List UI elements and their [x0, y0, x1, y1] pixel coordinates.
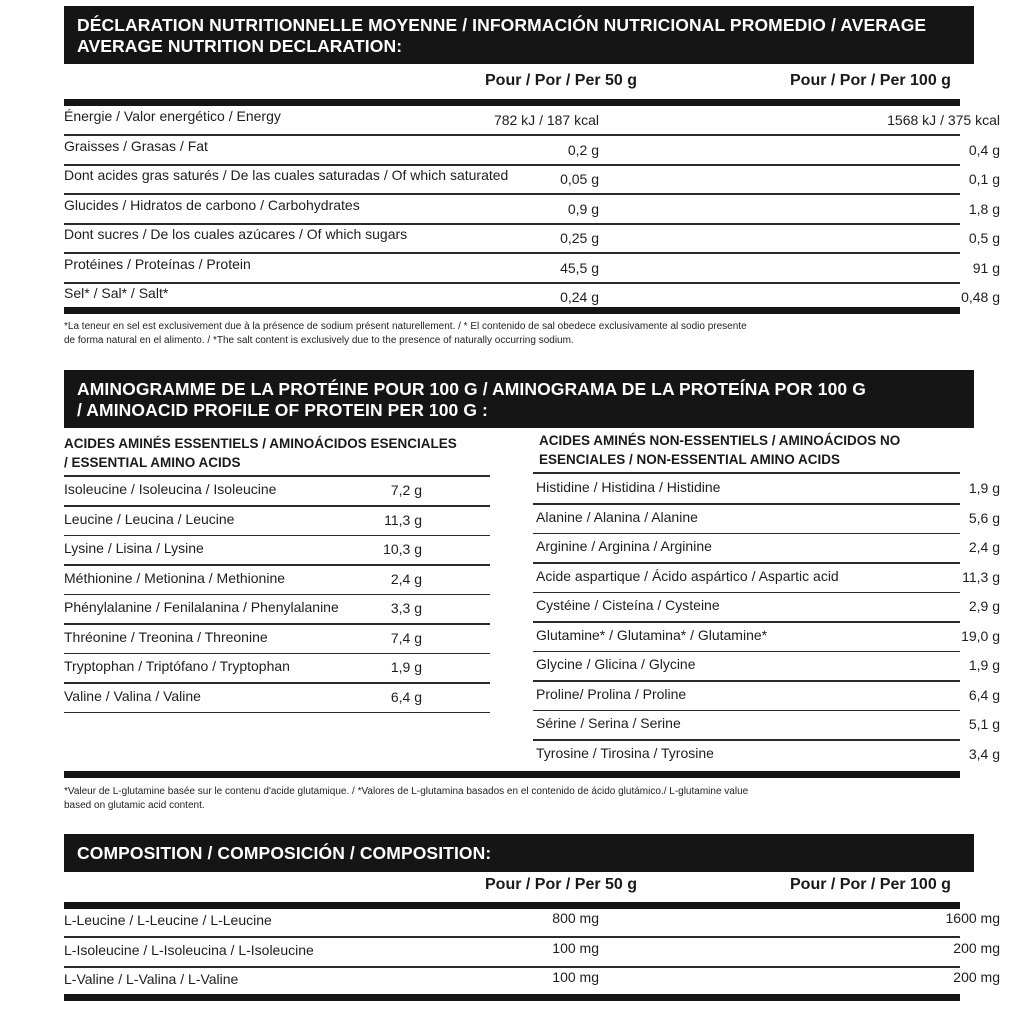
nutrition-row-divider	[64, 252, 960, 254]
composition-row-label: L-Isoleucine / L-Isoleucina / L-Isoleucine	[64, 942, 314, 958]
essential-amino-value: 10,3 g	[383, 541, 422, 557]
aminogram-bottom-rule	[64, 771, 960, 778]
composition-row-divider	[64, 936, 960, 938]
essential-row-divider	[64, 505, 490, 507]
nonessential-amino-label: Alanine / Alanina / Alanine	[536, 508, 698, 525]
nonessential-amino-value: 2,9 g	[968, 598, 1000, 614]
composition-bottom-rule	[64, 994, 960, 1001]
nutrition-row-value-50g: 0,9 g	[567, 201, 599, 217]
nutrition-row-divider	[64, 223, 960, 225]
nonessential-row-divider	[533, 503, 960, 505]
nonessential-amino-label: Glutamine* / Glutamina* / Glutamine*	[536, 626, 768, 643]
nonessential-amino-label: Glycine / Glicina / Glycine	[536, 656, 696, 672]
nutrition-footnote-1: *La teneur en sel est exclusivement due à la présence de sodium présent naturellement. / * El contenido de sal obedece exclusivamente al sodio presente	[64, 321, 747, 332]
essential-amino-label: Phénylalanine / Fenilalanina / Phenylalanine	[64, 599, 339, 615]
nutrition-title-line2: AVERAGE NUTRITION DECLARATION:	[77, 36, 403, 56]
nutrition-row-value-100g: 0,5 g	[968, 230, 1000, 246]
essential-amino-value: 7,4 g	[390, 629, 422, 646]
nutrition-row-label: Dont acides gras saturés / De las cuales saturadas / Of which saturated	[64, 167, 509, 183]
nutrition-footnote-2: de forma natural en el alimento. / *The salt content is exclusively due to the presence of naturally occurring sodium.	[64, 335, 574, 346]
nutrition-row-value-50g: 45,5 g	[560, 260, 599, 276]
nutrition-row-value-50g: 0,24 g	[560, 289, 599, 305]
essential-header-line2: / ESSENTIAL AMINO ACIDS	[64, 455, 241, 470]
nonessential-row-divider	[533, 680, 960, 682]
nonessential-row-divider	[533, 651, 960, 653]
nonessential-amino-value: 2,4 g	[968, 539, 1000, 555]
essential-amino-label: Leucine / Leucina / Leucine	[64, 510, 235, 527]
nonessential-header-rule	[533, 472, 960, 474]
essential-amino-label: Méthionine / Metionina / Methionine	[64, 569, 286, 586]
essential-amino-value: 1,9 g	[390, 659, 422, 675]
essential-row-divider	[64, 623, 490, 625]
composition-row-value-100g: 1600 mg	[945, 910, 1000, 926]
nonessential-amino-label: Cystéine / Cisteína / Cysteine	[536, 597, 720, 613]
nutrition-row-value-100g: 0,4 g	[968, 142, 1000, 158]
essential-row-divider	[64, 535, 490, 537]
composition-row-value-100g: 200 mg	[953, 969, 1000, 985]
composition-row-value-50g: 100 mg	[552, 940, 599, 956]
composition-row-value-100g: 200 mg	[953, 940, 1000, 956]
essential-header	[64, 434, 504, 472]
nutrition-row-label: Dont sucres / De los cuales azúcares / Of which sugars	[64, 226, 408, 242]
essential-row-divider	[64, 594, 490, 596]
nutrition-col2-header: Pour / Por / Per 100 g	[790, 72, 951, 89]
nonessential-row-divider	[533, 562, 960, 564]
essential-amino-label: Lysine / Lisina / Lysine	[64, 540, 204, 556]
nutrition-row-value-50g: 782 kJ / 187 kcal	[493, 112, 599, 128]
nonessential-row-divider	[533, 533, 960, 535]
nutrition-header-rule	[64, 99, 960, 106]
essential-amino-value: 11,3 g	[384, 511, 422, 528]
aminogram-footnote-2: based on glutamic acid content.	[64, 800, 205, 811]
nutrition-row-label: Sel* / Sal* / Salt*	[64, 285, 169, 301]
nutrition-row-value-100g: 1568 kJ / 375 kcal	[887, 112, 1000, 128]
nonessential-amino-label: Proline/ Prolina / Proline	[536, 685, 687, 702]
aminogram-footnote-1: *Valeur de L-glutamine basée sur le contenu d'acide glutamique. / *Valores de L-glutamina basados en el contenido de ácido glutámico./ L-glutamine value	[64, 786, 749, 797]
essential-amino-value: 3,3 g	[390, 600, 422, 616]
nutrition-row-value-50g: 0,2 g	[567, 142, 599, 158]
nonessential-amino-label: Sérine / Serina / Serine	[536, 715, 681, 731]
essential-amino-value: 6,4 g	[390, 688, 422, 705]
nonessential-header	[539, 431, 969, 469]
essential-header-rule	[64, 475, 490, 477]
composition-col2-header: Pour / Por / Per 100 g	[790, 876, 951, 893]
nonessential-amino-value: 6,4 g	[968, 686, 1000, 703]
essential-amino-label: Thréonine / Treonina / Threonine	[64, 628, 268, 645]
essential-row-divider	[64, 682, 490, 684]
nonessential-row-divider	[533, 621, 960, 623]
nonessential-row-divider	[533, 592, 960, 594]
nutrition-row-label: Protéines / Proteínas / Protein	[64, 256, 251, 272]
essential-amino-value: 7,2 g	[390, 482, 422, 498]
aminogram-title-line1: AMINOGRAMME DE LA PROTÉINE POUR 100 G / AMINOGRAMA DE LA PROTEÍNA POR 100 G	[77, 379, 866, 399]
nutrition-title-band	[64, 6, 974, 64]
nutrition-row-value-50g: 0,05 g	[560, 171, 599, 187]
nonessential-amino-label: Histidine / Histidina / Histidine	[536, 479, 721, 495]
nonessential-amino-label: Tyrosine / Tirosina / Tyrosine	[536, 744, 714, 761]
nonessential-row-divider	[533, 710, 960, 712]
nonessential-amino-value: 1,9 g	[968, 480, 1000, 496]
aminogram-title-line2: / AMINOACID PROFILE OF PROTEIN PER 100 G :	[77, 400, 488, 420]
composition-row-value-50g: 800 mg	[552, 910, 599, 926]
nutrition-title-line1: DÉCLARATION NUTRITIONNELLE MOYENNE / INFORMACIÓN NUTRICIONAL PROMEDIO / AVERAGE	[77, 15, 927, 35]
nonessential-header-line1: ACIDES AMINÉS NON-ESSENTIELS / AMINOÁCIDOS NO	[539, 433, 901, 448]
essential-amino-label: Valine / Valina / Valine	[64, 687, 201, 704]
composition-row-label: L-Valine / L-Valina / L-Valine	[64, 971, 239, 987]
nonessential-amino-value: 5,6 g	[968, 509, 1000, 526]
essential-amino-value: 2,4 g	[390, 570, 422, 587]
nutrition-row-value-100g: 1,8 g	[968, 201, 1000, 217]
nutrition-row-value-100g: 0,1 g	[968, 171, 1000, 187]
nonessential-row-divider	[533, 739, 960, 741]
nutrition-row-divider	[64, 193, 960, 195]
nonessential-amino-value: 5,1 g	[968, 716, 1000, 732]
nonessential-amino-value: 11,3 g	[962, 568, 1000, 585]
nutrition-row-value-50g: 0,25 g	[560, 230, 599, 246]
aminogram-title-band	[64, 370, 974, 428]
nonessential-amino-value: 3,4 g	[968, 745, 1000, 762]
nonessential-header-line2: ESENCIALES / NON-ESSENTIAL AMINO ACIDS	[539, 452, 841, 467]
composition-title: COMPOSITION / COMPOSICIÓN / COMPOSITION:	[77, 843, 492, 863]
essential-amino-label: Tryptophan / Triptófano / Tryptophan	[64, 658, 290, 674]
nutrition-col1-header: Pour / Por / Per 50 g	[485, 72, 638, 89]
essential-row-divider	[64, 712, 490, 714]
nutrition-row-label: Énergie / Valor energético / Energy	[64, 108, 281, 124]
nonessential-amino-label: Arginine / Arginina / Arginine	[536, 538, 712, 554]
nutrition-row-label: Graisses / Grasas / Fat	[64, 138, 208, 154]
nutrition-row-divider	[64, 164, 960, 166]
nonessential-amino-value: 1,9 g	[968, 657, 1000, 673]
essential-row-divider	[64, 564, 490, 566]
composition-row-label: L-Leucine / L-Leucine / L-Leucine	[64, 912, 272, 928]
composition-title-band	[64, 834, 974, 872]
nutrition-row-value-100g: 0,48 g	[961, 289, 1000, 305]
nutrition-row-label: Glucides / Hidratos de carbono / Carbohydrates	[64, 197, 360, 213]
composition-header-rule	[64, 902, 960, 909]
nutrition-bottom-rule	[64, 307, 960, 314]
nonessential-amino-value: 19,0 g	[961, 627, 1000, 644]
composition-row-divider	[64, 966, 960, 968]
nonessential-amino-label: Acide aspartique / Ácido aspártico / Aspartic acid	[536, 567, 839, 584]
nutrition-row-divider	[64, 134, 960, 136]
nutrition-row-divider	[64, 282, 960, 284]
essential-amino-label: Isoleucine / Isoleucina / Isoleucine	[64, 481, 277, 497]
composition-col1-header: Pour / Por / Per 50 g	[485, 876, 638, 893]
essential-header-line1: ACIDES AMINÉS ESSENTIELS / AMINOÁCIDOS ESENCIALES	[64, 436, 457, 451]
nutrition-row-value-100g: 91 g	[972, 260, 1000, 276]
composition-row-value-50g: 100 mg	[552, 969, 599, 985]
essential-row-divider	[64, 653, 490, 655]
